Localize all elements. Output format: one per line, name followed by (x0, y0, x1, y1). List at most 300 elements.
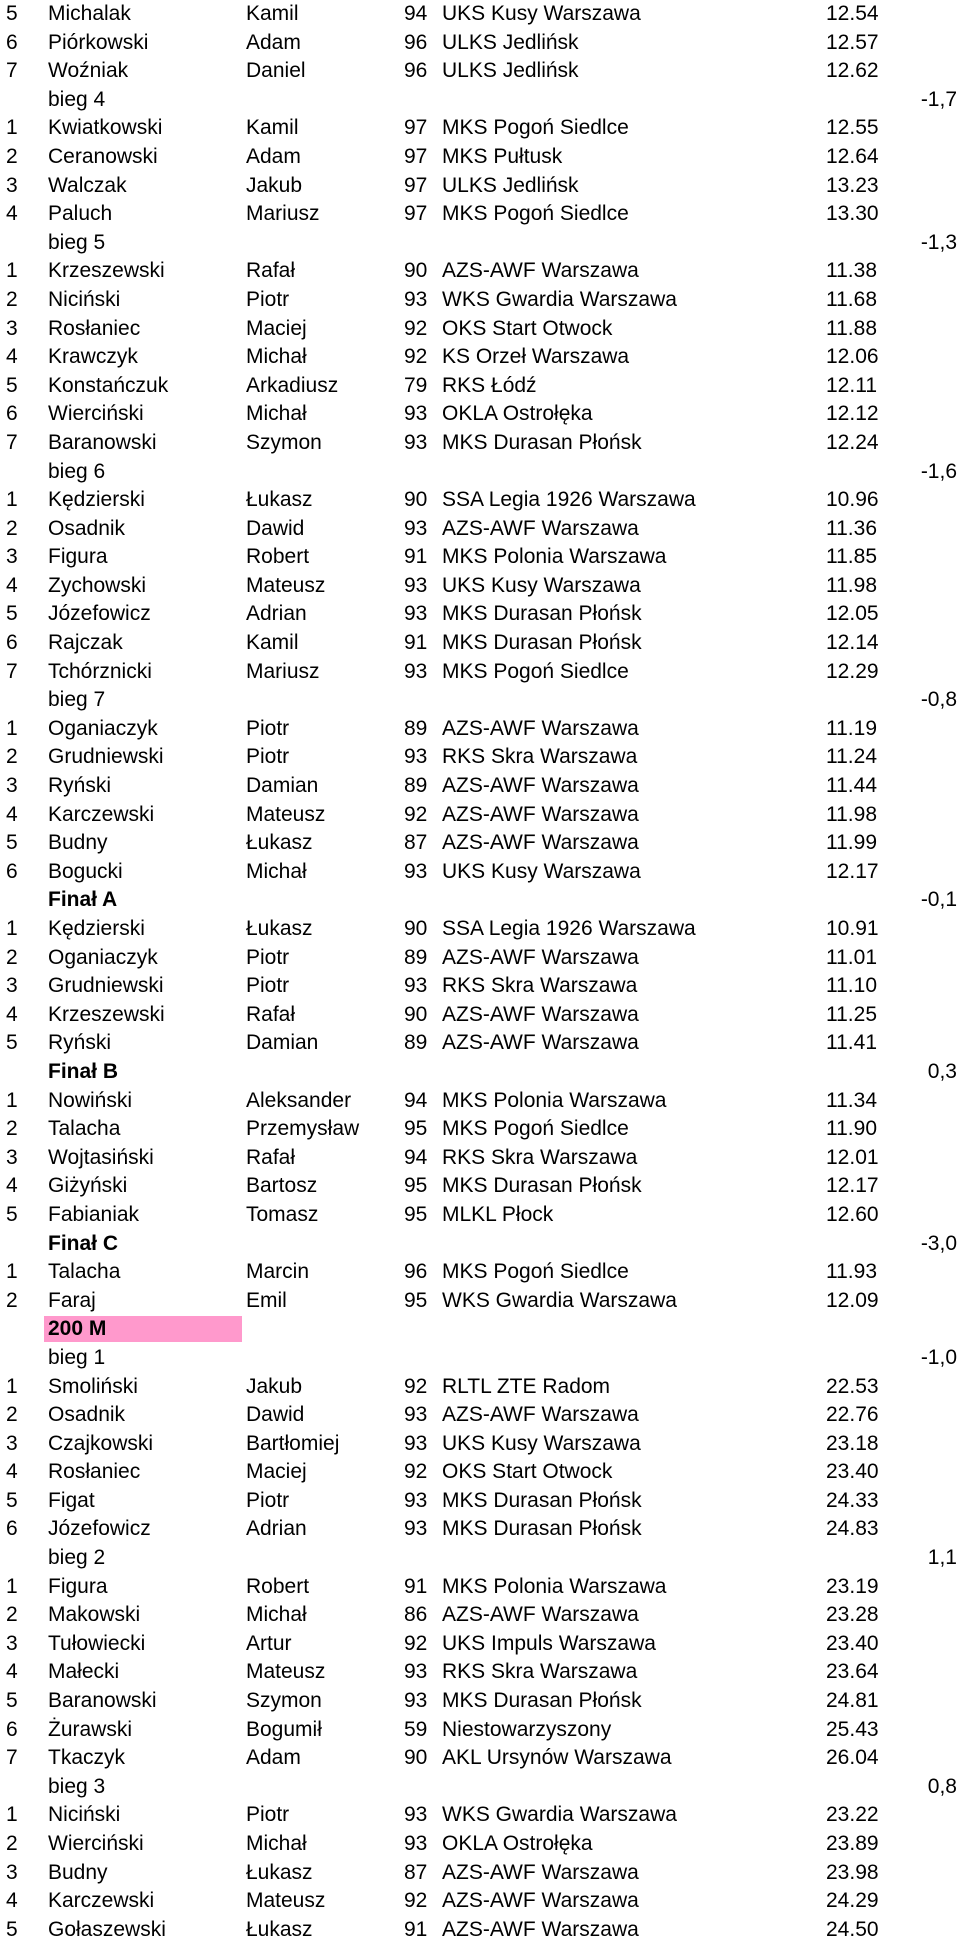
first-name-cell: Piotr (246, 974, 290, 998)
birth-year-cell: 93 (404, 1403, 428, 1427)
first-name-cell: Robert (246, 1574, 310, 1598)
time-cell: 11.36 (826, 516, 877, 540)
first-name-cell: Michał (246, 345, 307, 369)
result-row (0, 1573, 960, 1602)
first-name-cell: Tomasz (246, 1202, 319, 1226)
time-cell: 12.29 (826, 659, 879, 683)
result-row (0, 572, 960, 601)
club-cell: OKLA Ostrołęka (442, 1832, 593, 1855)
result-row (0, 1201, 960, 1230)
place-cell: 5 (6, 1689, 18, 1713)
place-cell: 1 (6, 716, 18, 740)
club-cell: AZS-AWF Warszawa (442, 259, 639, 283)
place-cell: 3 (6, 974, 18, 998)
time-cell: 11.41 (826, 1031, 877, 1055)
result-row (0, 1830, 960, 1859)
place-cell: 3 (6, 1860, 18, 1884)
heat-label: bieg 2 (48, 1546, 106, 1570)
birth-year-cell: 97 (404, 202, 428, 226)
time-cell: 11.98 (826, 802, 877, 826)
last-name-cell: Józefowicz (48, 1517, 151, 1541)
first-name-cell: Przemysław (246, 1117, 360, 1141)
club-cell: MKS Durasan Płońsk (442, 602, 642, 626)
last-name-cell: Smoliński (48, 1374, 138, 1398)
club-cell: WKS Gwardia Warszawa (442, 287, 677, 311)
place-cell: 4 (6, 1002, 18, 1026)
heat-label: Finał C (48, 1231, 119, 1255)
last-name-cell: Karczewski (48, 802, 155, 826)
birth-year-cell: 87 (404, 1860, 428, 1884)
heat-label: bieg 1 (48, 1345, 106, 1369)
time-cell: 12.17 (826, 1174, 879, 1198)
wind-value: -1,3 (920, 230, 957, 254)
club-cell: AZS-AWF Warszawa (442, 1403, 639, 1427)
result-row (0, 1401, 960, 1430)
birth-year-cell: 89 (404, 1031, 428, 1055)
heat-header-row (0, 1544, 960, 1573)
club-cell: MKS Pogoń Siedlce (442, 659, 629, 683)
heat-header-row (0, 886, 960, 915)
birth-year-cell: 93 (404, 1803, 428, 1827)
birth-year-cell: 90 (404, 1746, 428, 1770)
birth-year-cell: 92 (404, 1631, 428, 1655)
result-row (0, 1144, 960, 1173)
club-cell: AZS-AWF Warszawa (442, 1031, 639, 1055)
last-name-cell: Fabianiak (48, 1202, 140, 1226)
place-cell: 4 (6, 345, 18, 369)
birth-year-cell: 86 (404, 1603, 428, 1627)
heat-label: bieg 5 (48, 230, 106, 254)
last-name-cell: Wierciński (48, 1832, 144, 1855)
birth-year-cell: 94 (404, 1088, 428, 1112)
birth-year-cell: 93 (404, 1832, 428, 1855)
time-cell: 26.04 (826, 1746, 879, 1770)
last-name-cell: Faraj (48, 1288, 96, 1312)
first-name-cell: Artur (246, 1631, 292, 1655)
time-cell: 22.76 (826, 1403, 879, 1427)
first-name-cell: Rafał (246, 1145, 296, 1169)
first-name-cell: Rafał (246, 259, 296, 283)
result-row (0, 486, 960, 515)
club-cell: MKS Polonia Warszawa (442, 1574, 667, 1598)
first-name-cell: Szymon (246, 430, 322, 454)
birth-year-cell: 92 (404, 802, 428, 826)
heat-label: bieg 4 (48, 87, 106, 111)
result-row (0, 915, 960, 944)
club-cell: UKS Kusy Warszawa (442, 1431, 641, 1455)
wind-value: -1,7 (920, 87, 957, 111)
last-name-cell: Oganiaczyk (48, 945, 158, 969)
heat-header-row (0, 1773, 960, 1802)
birth-year-cell: 93 (404, 402, 428, 426)
club-cell: OKLA Ostrołęka (442, 402, 593, 426)
birth-year-cell: 93 (404, 974, 428, 998)
last-name-cell: Kędzierski (48, 917, 145, 940)
place-cell: 6 (6, 859, 18, 883)
first-name-cell: Mateusz (246, 573, 326, 597)
first-name-cell: Łukasz (246, 917, 313, 940)
last-name-cell: Józefowicz (48, 602, 151, 626)
result-row (0, 801, 960, 830)
result-row (0, 772, 960, 801)
last-name-cell: Żurawski (48, 1717, 133, 1741)
place-cell: 5 (6, 831, 18, 855)
first-name-cell: Łukasz (246, 1917, 313, 1941)
first-name-cell: Adam (246, 30, 301, 54)
time-cell: 11.34 (826, 1088, 877, 1112)
first-name-cell: Łukasz (246, 1860, 313, 1884)
time-cell: 12.06 (826, 345, 879, 369)
time-cell: 12.54 (826, 2, 879, 25)
birth-year-cell: 96 (404, 1260, 428, 1284)
place-cell: 5 (6, 373, 18, 397)
first-name-cell: Daniel (246, 59, 306, 83)
result-row (0, 1287, 960, 1316)
time-cell: 24.81 (826, 1689, 879, 1713)
time-cell: 12.64 (826, 144, 879, 168)
result-row (0, 629, 960, 658)
time-cell: 23.18 (826, 1431, 879, 1455)
wind-value: -0,8 (920, 688, 957, 712)
club-cell: WKS Gwardia Warszawa (442, 1288, 677, 1312)
result-row (0, 543, 960, 572)
club-cell: MKS Durasan Płońsk (442, 631, 642, 655)
last-name-cell: Bogucki (48, 859, 123, 883)
last-name-cell: Niciński (48, 287, 121, 311)
birth-year-cell: 91 (404, 631, 428, 655)
last-name-cell: Krawczyk (48, 345, 138, 369)
club-cell: AZS-AWF Warszawa (442, 516, 639, 540)
club-cell: AZS-AWF Warszawa (442, 802, 639, 826)
club-cell: AZS-AWF Warszawa (442, 1917, 639, 1941)
last-name-cell: Figat (48, 1488, 95, 1512)
time-cell: 11.38 (826, 259, 877, 283)
result-row (0, 172, 960, 201)
place-cell: 4 (6, 1460, 18, 1484)
first-name-cell: Adrian (246, 1517, 307, 1541)
time-cell: 11.19 (826, 716, 877, 740)
first-name-cell: Michał (246, 1832, 307, 1855)
time-cell: 13.30 (826, 202, 879, 226)
wind-value: -0,1 (920, 888, 957, 912)
birth-year-cell: 94 (404, 1145, 428, 1169)
place-cell: 5 (6, 1917, 18, 1941)
birth-year-cell: 95 (404, 1117, 428, 1141)
club-cell: MKS Durasan Płońsk (442, 1488, 642, 1512)
time-cell: 12.55 (826, 116, 879, 140)
place-cell: 1 (6, 259, 18, 283)
birth-year-cell: 93 (404, 659, 428, 683)
heat-label: bieg 6 (48, 459, 106, 483)
last-name-cell: Baranowski (48, 1689, 157, 1713)
birth-year-cell: 90 (404, 917, 428, 940)
club-cell: AZS-AWF Warszawa (442, 716, 639, 740)
first-name-cell: Arkadiusz (246, 373, 339, 397)
first-name-cell: Michał (246, 859, 307, 883)
birth-year-cell: 93 (404, 602, 428, 626)
heat-label: Finał B (48, 1059, 119, 1083)
birth-year-cell: 92 (404, 1889, 428, 1913)
first-name-cell: Marcin (246, 1260, 310, 1284)
first-name-cell: Mateusz (246, 1660, 326, 1684)
club-cell: MKS Durasan Płońsk (442, 1174, 642, 1198)
time-cell: 23.19 (826, 1574, 879, 1598)
last-name-cell: Grudniewski (48, 745, 164, 769)
place-cell: 3 (6, 1631, 18, 1655)
result-row (0, 1458, 960, 1487)
place-cell: 2 (6, 1403, 18, 1427)
place-cell: 3 (6, 774, 18, 798)
result-row (0, 1716, 960, 1745)
time-cell: 11.98 (826, 573, 877, 597)
result-row (0, 1487, 960, 1516)
result-row (0, 257, 960, 286)
first-name-cell: Mateusz (246, 802, 326, 826)
club-cell: RKS Skra Warszawa (442, 1145, 638, 1169)
result-row (0, 143, 960, 172)
time-cell: 12.60 (826, 1202, 879, 1226)
first-name-cell: Bogumił (246, 1717, 322, 1741)
club-cell: AKL Ursynów Warszawa (442, 1746, 672, 1770)
club-cell: AZS-AWF Warszawa (442, 831, 639, 855)
place-cell: 4 (6, 1660, 18, 1684)
club-cell: MKS Durasan Płońsk (442, 1517, 642, 1541)
first-name-cell: Michał (246, 402, 307, 426)
first-name-cell: Piotr (246, 716, 290, 740)
result-row (0, 1172, 960, 1201)
result-row (0, 114, 960, 143)
place-cell: 2 (6, 1288, 18, 1312)
birth-year-cell: 90 (404, 1002, 428, 1026)
place-cell: 6 (6, 402, 18, 426)
first-name-cell: Michał (246, 1603, 307, 1627)
last-name-cell: Grudniewski (48, 974, 164, 998)
last-name-cell: Zychowski (48, 573, 147, 597)
first-name-cell: Jakub (246, 1374, 303, 1398)
first-name-cell: Piotr (246, 745, 290, 769)
club-cell: AZS-AWF Warszawa (442, 774, 639, 798)
birth-year-cell: 92 (404, 345, 428, 369)
place-cell: 1 (6, 1374, 18, 1398)
time-cell: 12.62 (826, 59, 879, 83)
club-cell: MKS Pułtusk (442, 144, 563, 168)
last-name-cell: Karczewski (48, 1889, 155, 1913)
club-cell: UKS Kusy Warszawa (442, 859, 641, 883)
first-name-cell: Piotr (246, 1803, 290, 1827)
birth-year-cell: 93 (404, 1660, 428, 1684)
last-name-cell: Ceranowski (48, 144, 158, 168)
result-row (0, 658, 960, 687)
time-cell: 11.01 (826, 945, 877, 969)
result-row (0, 515, 960, 544)
club-cell: RLTL ZTE Radom (442, 1374, 611, 1398)
last-name-cell: Wierciński (48, 402, 144, 426)
result-row (0, 343, 960, 372)
place-cell: 6 (6, 1517, 18, 1541)
club-cell: KS Orzeł Warszawa (442, 345, 630, 369)
result-row (0, 1801, 960, 1830)
place-cell: 1 (6, 488, 18, 512)
last-name-cell: Czajkowski (48, 1431, 154, 1455)
place-cell: 4 (6, 1889, 18, 1913)
last-name-cell: Krzeszewski (48, 1002, 165, 1026)
wind-value: -3,0 (920, 1231, 957, 1255)
time-cell: 10.96 (826, 488, 879, 512)
first-name-cell: Mariusz (246, 659, 320, 683)
first-name-cell: Piotr (246, 287, 290, 311)
birth-year-cell: 89 (404, 945, 428, 969)
birth-year-cell: 93 (404, 430, 428, 454)
wind-value: 0,8 (927, 1774, 957, 1798)
last-name-cell: Nowiński (48, 1088, 133, 1112)
last-name-cell: Ryński (48, 774, 112, 798)
time-cell: 10.91 (826, 917, 879, 940)
heat-header-row (0, 1058, 960, 1087)
result-row (0, 1430, 960, 1459)
result-row (0, 400, 960, 429)
club-cell: Niestowarzyszony (442, 1717, 612, 1741)
time-cell: 11.88 (826, 316, 877, 340)
birth-year-cell: 79 (404, 373, 428, 397)
result-row (0, 1258, 960, 1287)
birth-year-cell: 97 (404, 116, 428, 140)
birth-year-cell: 91 (404, 1917, 428, 1941)
time-cell: 23.98 (826, 1860, 879, 1884)
result-row (0, 1087, 960, 1116)
place-cell: 2 (6, 945, 18, 969)
time-cell: 11.90 (826, 1117, 877, 1141)
club-cell: WKS Gwardia Warszawa (442, 1803, 677, 1827)
time-cell: 11.93 (826, 1260, 877, 1284)
first-name-cell: Rafał (246, 1002, 296, 1026)
result-row (0, 315, 960, 344)
birth-year-cell: 87 (404, 831, 428, 855)
result-row (0, 1859, 960, 1888)
birth-year-cell: 90 (404, 259, 428, 283)
time-cell: 12.17 (826, 859, 879, 883)
time-cell: 12.12 (826, 402, 879, 426)
last-name-cell: Kwiatkowski (48, 116, 163, 140)
place-cell: 4 (6, 573, 18, 597)
club-cell: UKS Impuls Warszawa (442, 1631, 656, 1655)
place-cell: 2 (6, 1832, 18, 1855)
last-name-cell: Oganiaczyk (48, 716, 158, 740)
wind-value: -1,0 (920, 1345, 957, 1369)
birth-year-cell: 93 (404, 1431, 428, 1455)
last-name-cell: Budny (48, 1860, 108, 1884)
last-name-cell: Tułowiecki (48, 1631, 146, 1655)
wind-value: -1,6 (920, 459, 957, 483)
last-name-cell: Michalak (48, 2, 131, 25)
birth-year-cell: 92 (404, 316, 428, 340)
time-cell: 11.85 (826, 545, 877, 569)
place-cell: 5 (6, 602, 18, 626)
birth-year-cell: 93 (404, 516, 428, 540)
last-name-cell: Walczak (48, 173, 127, 197)
place-cell: 2 (6, 516, 18, 540)
place-cell: 6 (6, 30, 18, 54)
club-cell: RKS Skra Warszawa (442, 1660, 638, 1684)
time-cell: 24.33 (826, 1488, 879, 1512)
last-name-cell: Osadnik (48, 1403, 126, 1427)
time-cell: 23.64 (826, 1660, 879, 1684)
first-name-cell: Łukasz (246, 831, 313, 855)
birth-year-cell: 59 (404, 1717, 428, 1741)
result-row (0, 1001, 960, 1030)
first-name-cell: Emil (246, 1288, 287, 1312)
first-name-cell: Bartosz (246, 1174, 318, 1198)
first-name-cell: Aleksander (246, 1088, 352, 1112)
first-name-cell: Robert (246, 545, 310, 569)
time-cell: 24.50 (826, 1917, 879, 1941)
last-name-cell: Giżyński (48, 1174, 128, 1198)
last-name-cell: Paluch (48, 202, 113, 226)
heat-header-row (0, 86, 960, 115)
birth-year-cell: 92 (404, 1460, 428, 1484)
place-cell: 1 (6, 1574, 18, 1598)
time-cell: 25.43 (826, 1717, 879, 1741)
last-name-cell: Kędzierski (48, 488, 145, 512)
first-name-cell: Bartłomiej (246, 1431, 340, 1455)
result-row (0, 57, 960, 86)
place-cell: 7 (6, 1746, 18, 1770)
place-cell: 3 (6, 316, 18, 340)
time-cell: 11.99 (826, 831, 877, 855)
result-row (0, 1916, 960, 1944)
club-cell: AZS-AWF Warszawa (442, 1860, 639, 1884)
last-name-cell: Tchórznicki (48, 659, 152, 683)
birth-year-cell: 93 (404, 1517, 428, 1541)
place-cell: 4 (6, 1174, 18, 1198)
club-cell: SSA Legia 1926 Warszawa (442, 488, 696, 512)
place-cell: 5 (6, 2, 18, 25)
last-name-cell: Gołaszewski (48, 1917, 166, 1941)
result-row (0, 1658, 960, 1687)
last-name-cell: Figura (48, 545, 108, 569)
birth-year-cell: 95 (404, 1174, 428, 1198)
club-cell: AZS-AWF Warszawa (442, 1889, 639, 1913)
wind-value: 1,1 (927, 1546, 957, 1570)
first-name-cell: Kamil (246, 631, 299, 655)
place-cell: 7 (6, 59, 18, 83)
heat-header-row (0, 229, 960, 258)
result-row (0, 829, 960, 858)
last-name-cell: Rosłaniec (48, 1460, 141, 1484)
club-cell: RKS Skra Warszawa (442, 745, 638, 769)
first-name-cell: Adam (246, 1746, 301, 1770)
result-row (0, 1373, 960, 1402)
last-name-cell: Rosłaniec (48, 316, 141, 340)
place-cell: 3 (6, 173, 18, 197)
place-cell: 2 (6, 287, 18, 311)
last-name-cell: Konstańczuk (48, 373, 169, 397)
time-cell: 12.24 (826, 430, 879, 454)
birth-year-cell: 96 (404, 30, 428, 54)
last-name-cell: Ryński (48, 1031, 112, 1055)
birth-year-cell: 94 (404, 2, 428, 25)
result-row (0, 1630, 960, 1659)
time-cell: 11.44 (826, 774, 877, 798)
event-title: 200 M (48, 1317, 107, 1341)
club-cell: MKS Pogoń Siedlce (442, 202, 629, 226)
birth-year-cell: 97 (404, 173, 428, 197)
place-cell: 1 (6, 1088, 18, 1112)
birth-year-cell: 95 (404, 1202, 428, 1226)
birth-year-cell: 91 (404, 545, 428, 569)
time-cell: 11.24 (826, 745, 877, 769)
first-name-cell: Piotr (246, 945, 290, 969)
result-row (0, 372, 960, 401)
